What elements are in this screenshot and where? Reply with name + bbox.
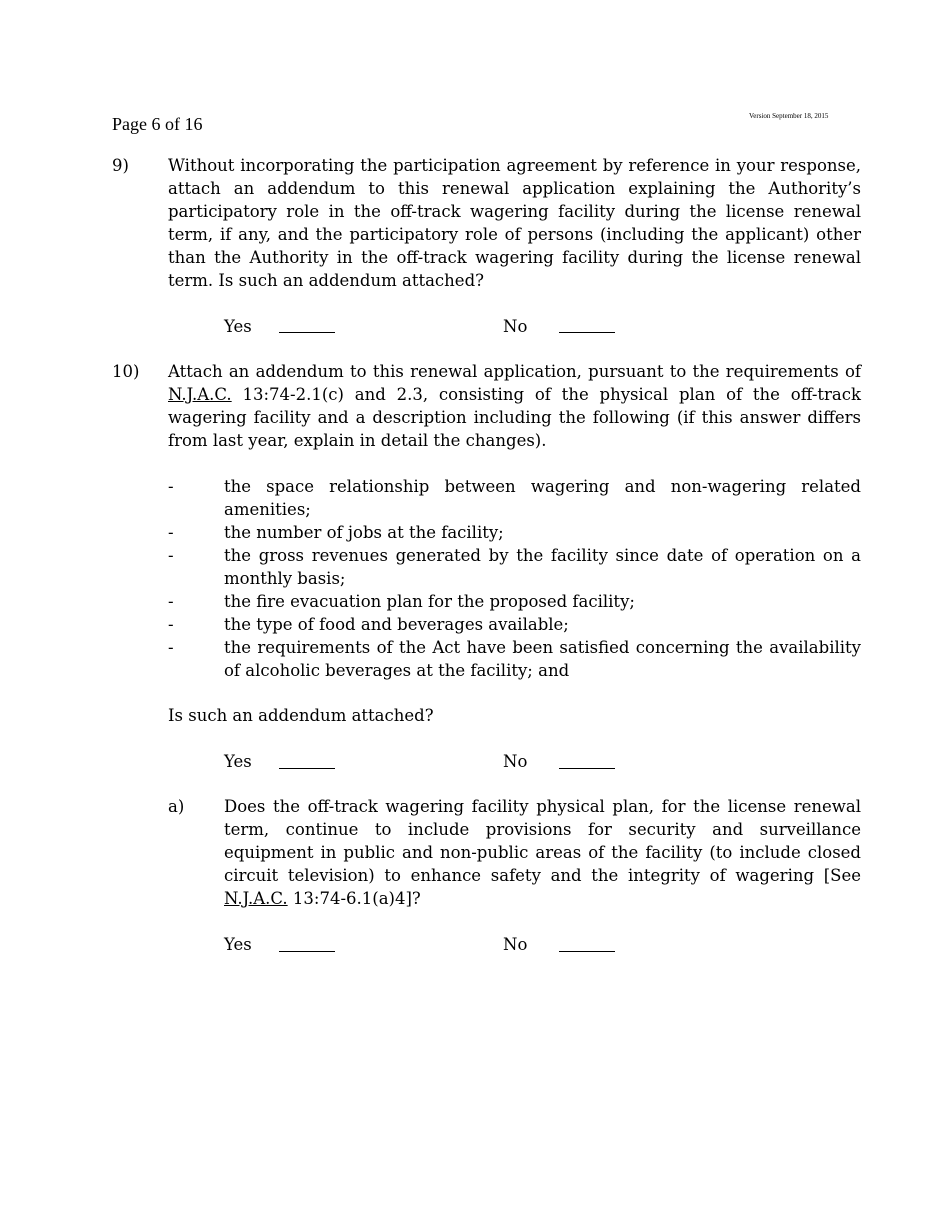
q10-question: Is such an addendum attached? (168, 706, 434, 725)
q10-no-blank[interactable] (559, 768, 615, 769)
question-number: 10) (112, 362, 140, 381)
q10a-yes-blank[interactable] (279, 951, 335, 952)
question-text: Attach an addendum to this renewal application, pursuant to the requirements of N.J.A.C. 13:74-2.1(c) and 2.3, consisting of the physical plan of the off-track wagering facility and a description including the following (if this answer differs from last year, explain in detail the changes). (168, 362, 861, 450)
q9-yes-label: Yes (224, 317, 252, 336)
q10a-no-label: No (503, 935, 528, 954)
list-item: - the type of food and beverages available; (168, 615, 569, 634)
citation: N.J.A.C. (224, 889, 288, 908)
q10-yes-label: Yes (224, 752, 252, 771)
version-note: Version September 18, 2015 (749, 112, 829, 120)
question-number: 9) (112, 156, 129, 175)
q9-no-blank[interactable] (559, 332, 615, 333)
page-number: Page 6 of 16 (112, 114, 203, 134)
question-text: Without incorporating the participation agreement by reference in your response, attach an addendum to this renewal application explaining the Authority’s participatory role in the off-track wagering facility during the license renewal term, if any, and the participatory role of persons (including the applicant) other than the Authority in the off-track wagering facility during the license renewal term. Is such an addendum attached? (168, 156, 861, 290)
q10a-yes-label: Yes (224, 935, 252, 954)
q9-yes-blank[interactable] (279, 332, 335, 333)
question-text: Does the off-track wagering facility physical plan, for the license renewal term, continue to include provisions for security and surveillance equipment in public and non-public areas of the facility (to include closed circuit television) to enhance safety and the integrity of wagering [See N.J.A.C. 13:74-6.1(a)4]? (224, 797, 861, 908)
list-item: - the number of jobs at the facility; (168, 523, 504, 542)
list-item: - the space relationship between wagering and non-wagering related amenities; (168, 477, 861, 519)
citation: N.J.A.C. (168, 385, 232, 404)
q10a-no-blank[interactable] (559, 951, 615, 952)
question-9 (112, 154, 861, 292)
requirements-list (168, 475, 861, 682)
list-item: - the gross revenues generated by the facility since date of operation on a monthly basis; (168, 546, 861, 588)
question-10a (168, 795, 861, 910)
q10-yes-blank[interactable] (279, 768, 335, 769)
q10-no-label: No (503, 752, 528, 771)
question-10 (112, 360, 861, 452)
list-item: - the requirements of the Act have been satisfied concerning the availability of alcoholic beverages at the facility; and (168, 638, 861, 680)
list-item: - the fire evacuation plan for the proposed facility; (168, 592, 635, 611)
question-number: a) (168, 797, 185, 816)
q9-no-label: No (503, 317, 528, 336)
